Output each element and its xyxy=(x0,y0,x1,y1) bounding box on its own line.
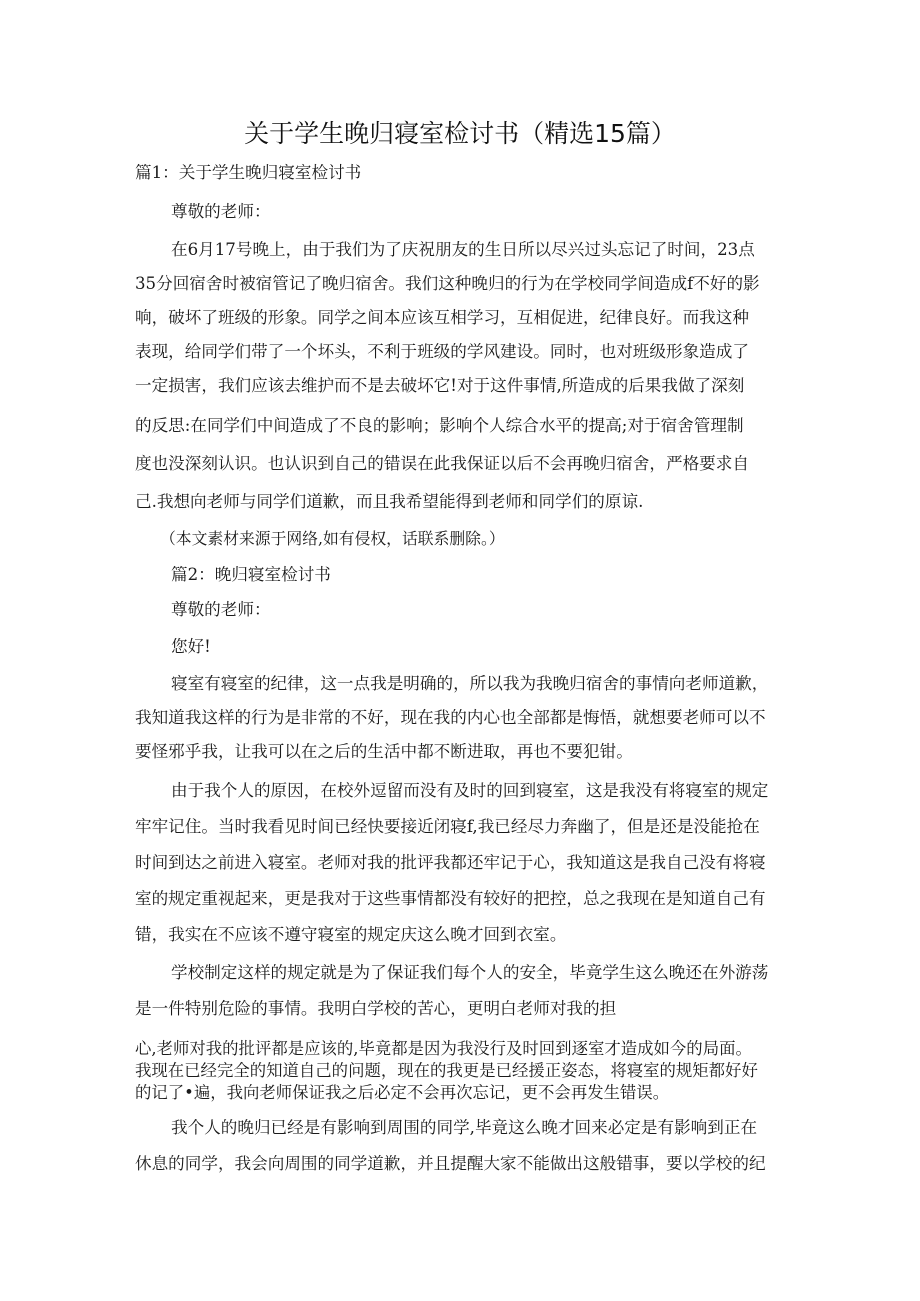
salutation: 尊敬的老师： xyxy=(171,202,271,221)
paragraph-line: 我现在已经完全的知道自己的问题，现在的我更是已经援正姿态，将寝室的规矩都好好 xyxy=(135,1061,758,1080)
section-heading-2: 篇2：晚归寝室检讨书 xyxy=(171,565,331,584)
source-note: （本文素材来源于网络,如有侵权，话联系删除。） xyxy=(160,529,505,548)
paragraph-line: 心,老师对我的批评都是应该的,毕竟都是因为我没行及时回到逐室才造成如今的局面。 xyxy=(135,1039,752,1058)
paragraph-line: 要怪邪乎我，让我可以在之后的生活中都不断进取，再也不要犯钳。 xyxy=(135,742,633,761)
paragraph-line: 寝室有寝室的纪律，这一点我是明确的，所以我为我晚归宿舍的事情向老师道歉， xyxy=(171,674,769,693)
paragraph-line: 休息的同学，我会向周围的同学道歉，并且提醒大家不能做出这般错事，要以学校的纪 xyxy=(135,1154,766,1173)
paragraph-line: 牢牢记住。当时我看见时间已经快要接近闭寝f,我已经尽力奔幽了，但是还是没能抢在 xyxy=(135,817,760,836)
section-heading-1: 篇1：关于学生晚归寝室检讨书 xyxy=(135,163,362,182)
paragraph-line: 我个人的晚归已经是有影响到周围的同学,毕竟这么晚才回来必定是有影响到正在 xyxy=(171,1118,758,1137)
paragraph-line: 一定损害，我们应该去维护而不是去破坏它!对于这件事情,所造成的后果我做了深刻 xyxy=(135,376,745,395)
paragraph-line: 是一件特别危险的事情。我明白学校的苦心，更明白老师对我的担 xyxy=(135,999,617,1018)
paragraph-line: 在6月17号晚上，由于我们为了庆祝朋友的生日所以尽兴过头忘记了时间，23点 xyxy=(171,240,755,259)
paragraph-line: 室的规定重视起来，更是我对于这些事情都没有较好的把控，总之我现在是知道自己有 xyxy=(135,889,766,908)
paragraph-line: 的反思:在同学们中间造成了不良的影响；影响个人综合水平的提高;对于宿舍管理制 xyxy=(135,416,744,435)
paragraph-line: 学校制定这样的规定就是为了保证我们每个人的安全，毕竟学生这么晚还在外游荡 xyxy=(171,963,769,982)
greeting: 您好! xyxy=(171,637,211,656)
paragraph-line: 表现，给同学们带了一个坏头，不利于班级的学风建设。同时，也对班级形象造成了 xyxy=(135,342,749,361)
salutation: 尊敬的老师： xyxy=(171,600,271,619)
paragraph-line: 度也没深刻认识。也认识到自己的错误在此我保证以后不会再晚归宿舍，严格要求自 xyxy=(135,454,749,473)
paragraph-line: 由于我个人的原因，在校外逗留而没有及时的回到寝室，这是我没有将寝室的规定 xyxy=(171,781,769,800)
paragraph-line: 我知道我这样的行为是非常的不好，现在我的内心也全部都是悔悟，就想要老师可以不 xyxy=(135,708,766,727)
paragraph-line: 错，我实在不应该不遵守寝室的规定庆这么晚才回到衣室。 xyxy=(135,925,567,944)
paragraph-line: 己.我想向老师与同学们道歉，而且我希望能得到老师和同学们的原谅. xyxy=(135,492,644,511)
paragraph-line: 的记了•遍，我向老师保证我之后必定不会再次忘记，更不会再发生错误。 xyxy=(135,1083,670,1102)
paragraph-line: 响，破坏了班级的形象。同学之间本应该互相学习，互相促进，纪律良好。而我这种 xyxy=(135,308,749,327)
paragraph-line: 35分回宿舍时被宿管记了晚归宿舍。我们这种晚归的行为在学校同学间造成f不好的影 xyxy=(135,274,760,293)
document-title: 关于学生晚归寝室检讨书（精选15篇） xyxy=(244,119,676,148)
paragraph-line: 时间到达之前进入寝室。老师对我的批评我都还牢记于心，我知道这是我自己没有将寝 xyxy=(135,853,766,872)
